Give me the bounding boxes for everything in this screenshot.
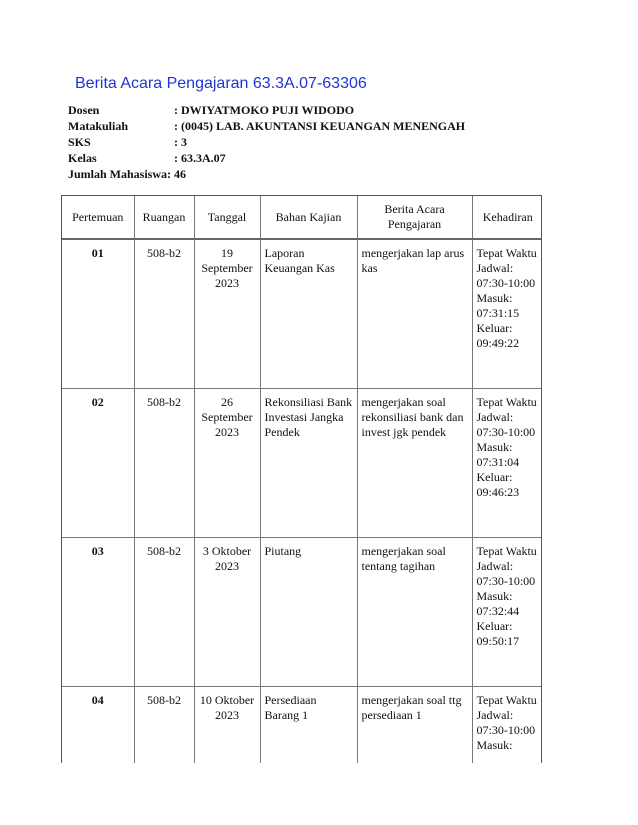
- cell-berita-acara: mengerjakan soal tentang tagihan: [357, 538, 472, 687]
- info-row-sks: [68, 134, 465, 150]
- cell-ruangan: 508-b2: [134, 538, 194, 687]
- dosen-value: : DWIYATMOKO PUJI WIDODO: [174, 103, 355, 117]
- cell-bahan-kajian: Persediaan Barang 1: [260, 687, 357, 764]
- cell-pertemuan: 01: [62, 239, 134, 389]
- page-title: Berita Acara Pengajaran 63.3A.07-63306: [75, 75, 367, 92]
- cell-ruangan: 508-b2: [134, 687, 194, 764]
- dosen-label: Dosen: [68, 103, 100, 117]
- attendance-table: [62, 196, 542, 763]
- cell-tanggal: 3 Oktober 2023: [194, 538, 260, 687]
- header-ruangan: Ruangan: [134, 196, 194, 239]
- info-row-dosen: [68, 102, 465, 118]
- cell-berita-acara: mengerjakan soal rekonsiliasi bank dan invest jgk pendek: [357, 389, 472, 538]
- jumlah-label: Jumlah Mahasiswa: [68, 167, 168, 181]
- cell-tanggal: 19 September 2023: [194, 239, 260, 389]
- kelas-value: : 63.3A.07: [174, 151, 226, 165]
- cell-berita-acara: mengerjakan soal ttg persediaan 1: [357, 687, 472, 764]
- cell-tanggal: 10 Oktober 2023: [194, 687, 260, 764]
- header-bahan-kajian: Bahan Kajian: [260, 196, 357, 239]
- cell-ruangan: 508-b2: [134, 239, 194, 389]
- info-row-matakuliah: [68, 118, 465, 134]
- header-berita-acara: Berita Acara Pengajaran: [357, 196, 472, 239]
- cell-pertemuan: 04: [62, 687, 134, 764]
- cell-kehadiran: Tepat Waktu Jadwal: 07:30-10:00 Masuk:: [472, 687, 542, 764]
- table-row: [62, 239, 542, 389]
- attendance-table-container: [61, 195, 542, 763]
- header-pertemuan: Pertemuan: [62, 196, 134, 239]
- matakuliah-label: Matakuliah: [68, 119, 129, 133]
- cell-bahan-kajian: Laporan Keuangan Kas: [260, 239, 357, 389]
- header-tanggal: Tanggal: [194, 196, 260, 239]
- table-row: [62, 389, 542, 538]
- jumlah-value: : 46: [167, 167, 187, 181]
- cell-pertemuan: 02: [62, 389, 134, 538]
- kelas-label: Kelas: [68, 151, 97, 165]
- info-row-kelas: [68, 150, 465, 166]
- info-row-jumlah: [68, 166, 465, 182]
- sks-label: SKS: [68, 135, 91, 149]
- table-row: [62, 687, 542, 764]
- course-info: [68, 102, 465, 182]
- cell-kehadiran: Tepat Waktu Jadwal: 07:30-10:00 Masuk: 07:32:44 Keluar: 09:50:17: [472, 538, 542, 687]
- cell-berita-acara: mengerjakan lap arus kas: [357, 239, 472, 389]
- header-kehadiran: Kehadiran: [472, 196, 542, 239]
- cell-bahan-kajian: Rekonsiliasi Bank Investasi Jangka Pendek: [260, 389, 357, 538]
- cell-kehadiran: Tepat Waktu Jadwal: 07:30-10:00 Masuk: 07:31:04 Keluar: 09:46:23: [472, 389, 542, 538]
- matakuliah-value: : (0045) LAB. AKUNTANSI KEUANGAN MENENGAH: [174, 119, 466, 133]
- cell-pertemuan: 03: [62, 538, 134, 687]
- sks-value: : 3: [174, 135, 187, 149]
- table-row: [62, 538, 542, 687]
- cell-tanggal: 26 September 2023: [194, 389, 260, 538]
- cell-ruangan: 508-b2: [134, 389, 194, 538]
- cell-bahan-kajian: Piutang: [260, 538, 357, 687]
- cell-kehadiran: Tepat Waktu Jadwal: 07:30-10:00 Masuk: 07:31:15 Keluar: 09:49:22: [472, 239, 542, 389]
- table-header-row: [62, 196, 542, 239]
